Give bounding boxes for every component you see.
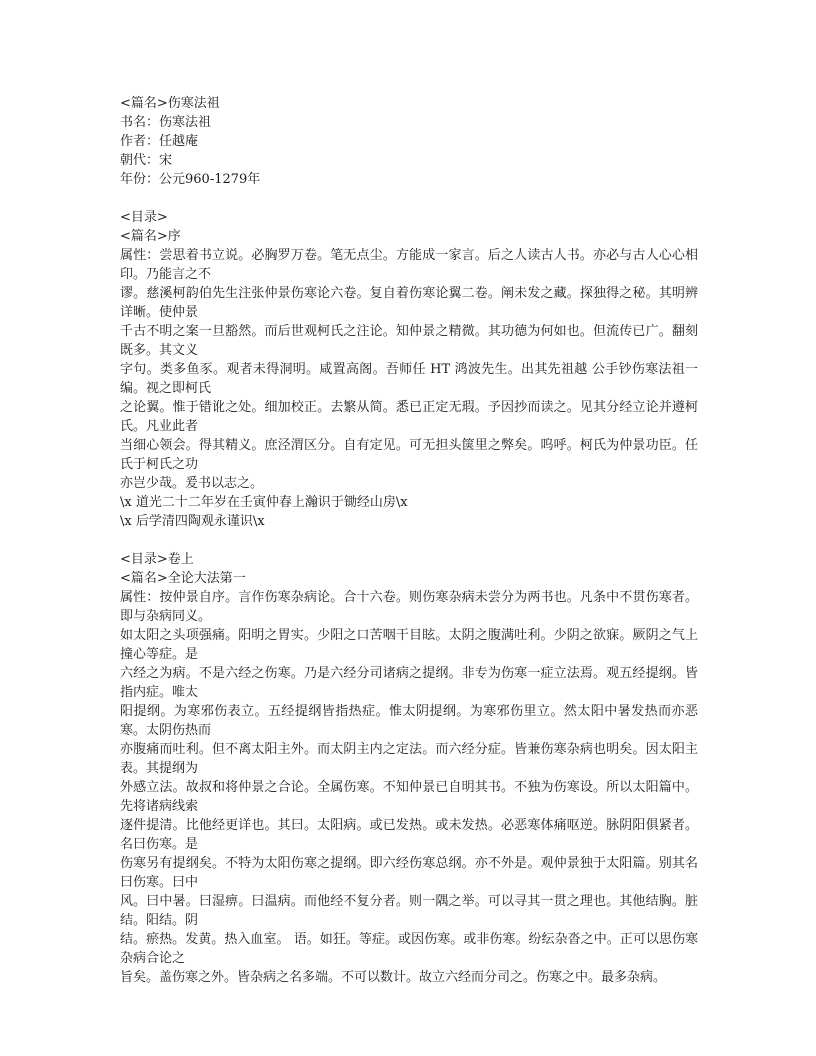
paragraph: 之论翼。惟于错讹之处。细加校正。去繁从简。悉已正定无瑕。予因抄而读之。见其分经立论并遵柯氏。凡业此者 xyxy=(120,400,698,434)
author: 作者：任越庵 xyxy=(120,134,199,149)
signature-line: \x 后学清四陶观永谨识\x xyxy=(120,514,265,529)
paragraph: 字句。类多鱼豕。观者未得洞明。咸置高阁。吾师任 HT 鸿波先生。出其先祖越 公手钞伤寒法祖一编。视之即柯氏 xyxy=(120,362,698,396)
paragraph: 六经之为病。不是六经之伤寒。乃是六经分司诸病之提纲。非专为伤寒一症立法焉。观五经提纲。皆指内症。唯太 xyxy=(120,666,698,700)
book-name: 书名：伤寒法祖 xyxy=(120,115,212,130)
paragraph: 伤寒另有提纲矣。不特为太阳伤寒之提纲。即六经伤寒总纲。亦不外是。观仲景独于太阳篇。别其名曰伤寒。曰中 xyxy=(120,856,698,890)
dynasty: 朝代：宋 xyxy=(120,153,173,168)
paragraph: 旨矣。盖伤寒之外。皆杂病之名多端。不可以数计。故立六经而分司之。伤寒之中。最多杂病。 xyxy=(120,970,667,985)
paragraph: 亦腹痛而吐利。但不离太阳主外。而太阴主内之定法。而六经分症。皆兼伤寒杂病也明矣。因太阳主表。其提纲为 xyxy=(120,742,698,776)
paragraph: 当细心领会。得其精义。庶泾渭区分。自有定见。可无担头箧里之弊矣。呜呼。柯氏为仲景功臣。任氏于柯氏之功 xyxy=(120,438,698,472)
section-title: <篇名>序 xyxy=(120,229,181,244)
paragraph: 逐件提清。比他经更详也。其曰。太阳病。或已发热。或未发热。必恶寒体痛呕逆。脉阴阳俱紧者。名曰伤寒。是 xyxy=(120,818,698,852)
paragraph: 阳提纲。为寒邪伤表立。五经提纲皆指热症。惟太阴提纲。为寒邪伤里立。然太阳中暑发热而亦恶寒。太阴伤热而 xyxy=(120,704,698,738)
toc-heading: <目录> xyxy=(120,210,168,225)
paragraph: 风。曰中暑。曰湿痹。曰温病。而他经不复分者。则一隅之举。可以寻其一贯之理也。其他结胸。脏结。阳结。阴 xyxy=(120,894,698,928)
paragraph: 属性：按仲景自序。言作伤寒杂病论。合十六卷。则伤寒杂病未尝分为两书也。凡条中不贯伤寒者。即与杂病同义。 xyxy=(120,590,698,624)
document-page xyxy=(120,94,698,987)
paragraph: 外感立法。故叔和将仲景之合论。全属伤寒。不知仲景已自明其书。不独为伤寒设。所以太阳篇中。先将诸病线索 xyxy=(120,780,698,814)
spacer xyxy=(120,531,698,550)
paragraph: 结。瘀热。发黄。热入血室。 语。如狂。等症。或因伤寒。或非伤寒。纷纭杂沓之中。正可以思伤寒杂病合论之 xyxy=(120,932,698,966)
section-title: <篇名>全论大法第一 xyxy=(120,571,246,586)
year: 年份：公元960-1279年 xyxy=(120,172,261,187)
paragraph: 千古不明之案一旦豁然。而后世观柯氏之注论。知仲景之精微。其功德为何如也。但流传已广。翻刻既多。其文义 xyxy=(120,324,698,358)
spacer xyxy=(120,189,698,208)
piece-title: <篇名>伤寒法祖 xyxy=(120,96,220,111)
signature-line: \x 道光二十二年岁在壬寅仲春上瀚识于锄经山房\x xyxy=(120,495,408,510)
toc-heading: <目录>卷上 xyxy=(120,552,194,567)
paragraph: 谬。慈溪柯韵伯先生注张仲景伤寒论六卷。复自着伤寒论翼二卷。阐未发之藏。探独得之秘。其明辨详晰。使仲景 xyxy=(120,286,698,320)
paragraph: 属性：尝思着书立说。必胸罗万卷。笔无点尘。方能成一家言。后之人读古人书。亦必与古人心心相印。乃能言之不 xyxy=(120,248,698,282)
paragraph: 亦岂少哉。爰书以志之。 xyxy=(120,476,264,491)
paragraph: 如太阳之头项强痛。阳明之胃实。少阳之口苦咽干目眩。太阴之腹满吐利。少阴之欲寐。厥阴之气上撞心等症。是 xyxy=(120,628,698,662)
